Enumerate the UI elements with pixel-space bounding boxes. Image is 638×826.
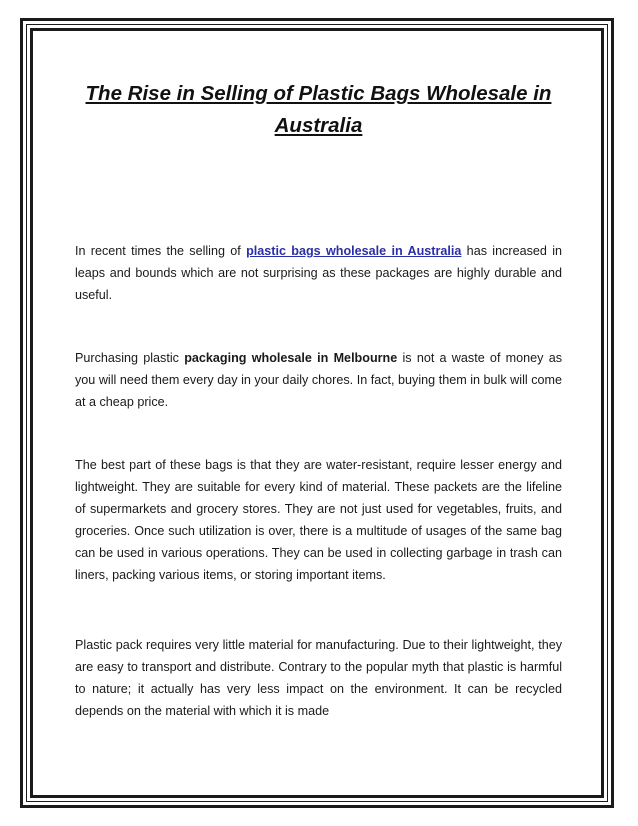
paragraph-1-text-before: In recent times the selling of: [75, 244, 247, 258]
document-title: The Rise in Selling of Plastic Bags Wholesale in Australia: [85, 82, 552, 137]
paragraph-1: [75, 240, 562, 306]
paragraph-2-bold-phrase: packaging wholesale in Melbourne: [184, 351, 398, 365]
paragraph-4: Plastic pack requires very little material for manufacturing. Due to their lightweight, they are easy to transport and distribute. Contrary to the popular myth that plastic is harmful to nature; it actually has very less impact on the environment. It can be recycled depends on the material with which it is made: [75, 638, 562, 718]
paragraph-1-text-after: has increased in leaps and bounds which are not surprising as these packages are highly durable and useful.: [75, 244, 562, 302]
paragraph-2-text-before: Purchasing plastic: [75, 351, 185, 365]
plastic-bags-wholesale-link[interactable]: plastic bags wholesale in Australia: [246, 244, 462, 258]
paragraph-2-text-after: is not a waste of money as you will need them every day in your daily chores. In fact, buying them in bulk will come at a cheap price.: [75, 351, 563, 409]
paragraph-2: [75, 347, 562, 413]
paragraph-3: The best part of these bags is that they are water-resistant, require lesser energy and lightweight. They are suitable for every kind of material. These packets are the lifeline of supermarkets and grocery stores. They are not just used for vegetables, fruits, and groceries. Once such utilization is over, there is a multitude of usages of the same bag can be used in various operations. They can be used in collecting garbage in trash can liners, packing various items, or storing important items.: [75, 458, 562, 582]
